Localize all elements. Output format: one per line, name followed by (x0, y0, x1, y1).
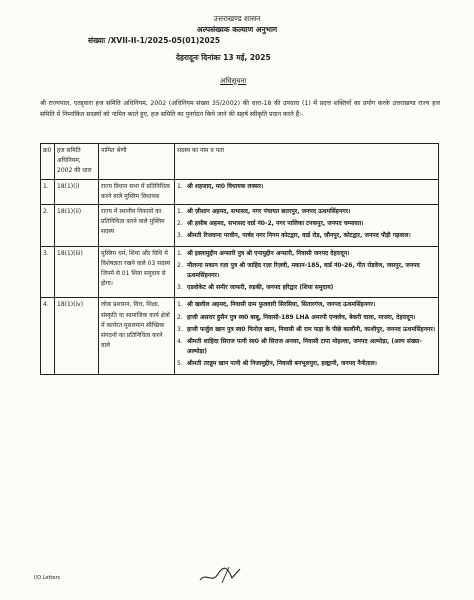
cell-serial: 3. (41, 246, 55, 298)
footer-code: I/O Letters (34, 575, 61, 581)
header-section: हज समिति अधिनियम, 2002 की धारा (55, 144, 99, 180)
member-number: 1. (177, 301, 183, 309)
member-number: 1. (177, 249, 183, 257)
member-entry (177, 283, 436, 293)
member-name-address: मौलाना मकान रज़ा पुत्र श्री जाहिद रज़ा रिज़वी, मकान-185, वार्ड नं0-26, गीत रोडवेज, जसपुर, जनपद ऊधमसिंहनगर। (187, 261, 420, 280)
cell-serial: 2. (41, 205, 55, 247)
member-number: 1. (177, 208, 183, 216)
cell-serial: 4. (41, 298, 55, 374)
member-entry (177, 337, 436, 357)
header-serial: क्र0 (41, 144, 55, 180)
member-entry (177, 300, 436, 310)
table-row (41, 205, 439, 247)
cell-serial: 1. (41, 179, 55, 204)
table-row (41, 246, 439, 298)
cell-category: मुस्लिम धर्म, शिया और विधि में विशेषज्ञता रखने वाले 03 सदस्य जिनमें से 01 शिया समुदाय से होगा। (99, 246, 175, 298)
member-number: 2. (177, 261, 183, 269)
member-name-address: हाजी असरार हुसैन पुत्र स्व0 बाबू, निवासी-189 LHA अमरपी एन्क्लेव, बेकरी वाला, माजरा, देहरादून। (187, 313, 416, 321)
member-entry (177, 219, 436, 229)
table-row (41, 179, 439, 204)
member-name-address: श्रीमती रिजवाना परवीन, पार्षद नगर निगम कोटद्वार, वार्ड रोड, जौनपुर, कोटद्वार, जनपद पौड़ी गढ़वाल। (187, 232, 411, 240)
member-name-address: श्रीमती तरन्नुम खान पत्नी श्री निजामुद्दीन, निवासी बनभूलपुरा, हल्द्वानी, जनपद नैनीताल। (187, 360, 377, 368)
member-number: 3. (177, 325, 183, 333)
cell-category: राज्य विधान सभा में प्रतिनिधित्व करने वाले मुस्लिम विधायक (99, 179, 175, 204)
member-entry (177, 231, 436, 241)
member-entry (177, 325, 436, 335)
member-name-address: श्री ज़ीशान अहमद, सभासद, नगर पंचायत छतरपुर, जनपद ऊधमसिंहनगर। (187, 208, 351, 216)
intro-paragraph: श्री राज्यपाल, एतद्द्वारा हज समिति अधिनियम, 2002 (अधिनियम संख्या 35/2002) की धारा-18 की उपधारा (1) में प्रदत्त शक्तियों का प्रयोग करके उत्तराखण्ड राज्य हज समिति में निम्नांकित सदस्यों को नामित करते हुए, हज समिति का पुनर्गठन किये जाने की सहर्ष स्वीकृति प्रदान करते हैं:- (40, 100, 440, 118)
member-number: 2. (177, 313, 183, 321)
cell-section: 18(1)(iii) (55, 246, 99, 298)
member-entry (177, 313, 436, 323)
header-department: अल्पसंख्यक कल्याण अनुभाग (196, 25, 278, 34)
member-number: 1. (177, 182, 183, 190)
member-name-address: श्री हसीब अहमद, सभासद वार्ड नं0-2, नगर पालिका टनकपुर, जनपद चम्पावत। (187, 220, 364, 228)
header-government: उत्तराखण्ड शासन (213, 14, 261, 23)
cell-section: 18(1)(ii) (55, 205, 99, 247)
member-number: 3. (177, 284, 183, 292)
members-table (40, 143, 439, 375)
cell-section: 18(1)(iv) (55, 298, 99, 374)
member-name-address: श्री इस्लामुद्दीन अन्सारी पुत्र श्री एनामुद्दीन अन्सारी, निवासी जनपद देहरादून। (187, 249, 350, 257)
notice-title: अधिसूचना (220, 77, 247, 85)
notice-date: देहरादूनः दिनांकः 13 मई, 2025 (176, 53, 271, 62)
member-entry (177, 182, 436, 192)
member-name-address: एडवोकेट श्री समीर जाफरी, रुड़की, जनपद हरिद्वार (शिया समुदाय) (187, 284, 334, 292)
member-name-address: श्री शहजाद, मा0 विधायक लक्सर। (187, 182, 264, 190)
member-name-address: श्रीमती शाहिदा सिराज पत्नी स्व0 श्री सिराज अनवर, निवासी टापा मोहल्ला, जनपद अल्मोड़ा, (अल्प संख्या-अल्मोड़ा) (187, 338, 422, 356)
member-name-address: हाजी फर्जुल खान पुत्र स्व0 फिरोज़ खान, निवासी श्री राम पाड़ा के पीछे कालौनी, काशीपुर, जनपद ऊधमसिंहनगर। (187, 325, 436, 333)
member-number: 3. (177, 232, 183, 240)
member-number: 4. (177, 338, 183, 346)
header-category: नामित श्रेणी (99, 144, 175, 180)
cell-section: 18(1)(i) (55, 179, 99, 204)
table-row (41, 298, 439, 374)
reference-number: संख्याः /XVII-II-1/2025-05(01)2025 (88, 36, 221, 45)
member-number: 5. (177, 360, 183, 368)
table-header-row (41, 144, 439, 180)
member-entry (177, 249, 436, 259)
member-number: 2. (177, 220, 183, 228)
member-entry (177, 207, 436, 217)
member-name-address: श्री खलील अहमद, निवासी ग्राम फुलवारी सिरसिया, सितारगंज, जनपद ऊधमसिंहनगर। (187, 301, 376, 309)
member-entry (177, 359, 436, 369)
cell-members (175, 179, 439, 204)
cell-category: राज्य में स्थानीय निकायों का प्रतिनिधित्व करने वाले मुस्लिम सदस्य (99, 205, 175, 247)
cell-category: लोक प्रशासन, वित्त, शिक्षा, संस्कृति या सामाजिक कार्य क्षेत्रों में कार्यरत मुसलमान स्वैच्छिक संगठनों का प्रतिनिधित्व करने वाले (99, 298, 175, 374)
member-entry (177, 261, 436, 281)
cell-members (175, 298, 439, 374)
signature (198, 563, 242, 587)
cell-members (175, 205, 439, 247)
header-member: सदस्य का नाम व पता (175, 144, 439, 180)
cell-members (175, 246, 439, 298)
